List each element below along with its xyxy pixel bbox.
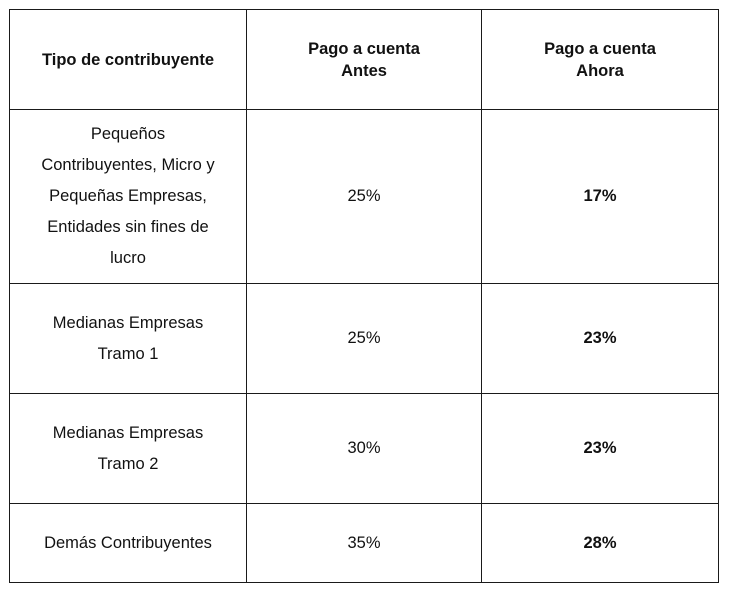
cell-tipo-demas bbox=[10, 504, 247, 583]
header-pago-antes-line1: Pago a cuenta bbox=[308, 39, 420, 58]
tipo-line: Medianas Empresas bbox=[52, 423, 204, 442]
tipo-line: Medianas Empresas bbox=[52, 313, 204, 332]
cell-ahora-medianas-tramo1: 23% bbox=[482, 284, 719, 394]
table-row bbox=[10, 394, 719, 504]
cell-antes-pequenos: 25% bbox=[247, 110, 482, 284]
table-header bbox=[10, 10, 719, 110]
cell-tipo-medianas-tramo1 bbox=[10, 284, 247, 394]
cell-antes-medianas-tramo2: 30% bbox=[247, 394, 482, 504]
tipo-line: Contribuyentes, Micro y bbox=[41, 156, 215, 174]
contribuyentes-rate-table bbox=[9, 9, 719, 583]
header-pago-ahora bbox=[482, 10, 719, 110]
header-row bbox=[10, 10, 719, 110]
cell-antes-medianas-tramo1: 25% bbox=[247, 284, 482, 394]
cell-ahora-pequenos: 17% bbox=[482, 110, 719, 284]
table-row bbox=[10, 504, 719, 583]
tipo-line: Demás Contribuyentes bbox=[44, 533, 212, 552]
tipo-line: Entidades sin fines de bbox=[47, 218, 209, 236]
cell-tipo-pequenos bbox=[10, 110, 247, 284]
cell-antes-demas: 35% bbox=[247, 504, 482, 583]
header-tipo-contribuyente bbox=[10, 10, 247, 110]
header-pago-ahora-line1: Pago a cuenta bbox=[544, 39, 656, 58]
table-body bbox=[10, 110, 719, 583]
tipo-line: lucro bbox=[110, 249, 146, 267]
cell-tipo-medianas-tramo2 bbox=[10, 394, 247, 504]
table-row bbox=[10, 284, 719, 394]
cell-ahora-medianas-tramo2: 23% bbox=[482, 394, 719, 504]
header-pago-antes-line2: Antes bbox=[341, 61, 387, 80]
header-pago-antes bbox=[247, 10, 482, 110]
tipo-line: Tramo 1 bbox=[97, 344, 159, 363]
cell-ahora-demas: 28% bbox=[482, 504, 719, 583]
header-pago-ahora-line2: Ahora bbox=[576, 61, 624, 80]
table-row bbox=[10, 110, 719, 284]
header-tipo-label: Tipo de contribuyente bbox=[41, 50, 215, 69]
tipo-line: Tramo 2 bbox=[97, 454, 159, 473]
tipo-line: Pequeñas Empresas, bbox=[49, 187, 207, 205]
tipo-line: Pequeños bbox=[90, 125, 166, 143]
